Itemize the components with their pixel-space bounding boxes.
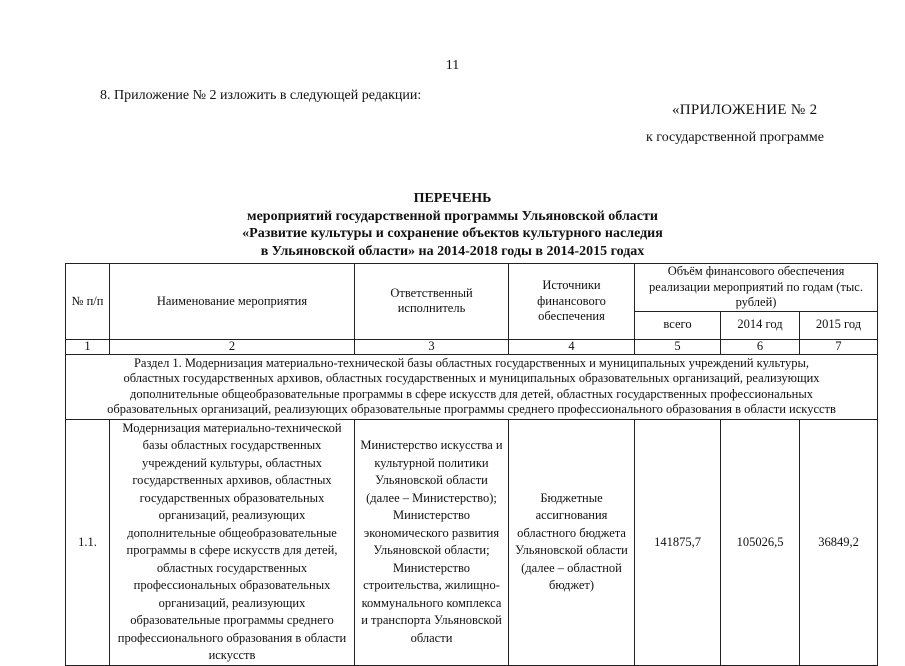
appendix-label: «ПРИЛОЖЕНИЕ № 2 (672, 102, 818, 118)
section-heading (66, 354, 878, 419)
header-name: Наименование мероприятия (110, 264, 355, 340)
header-total: всего (635, 311, 721, 339)
measure-name: Модернизация материально-технической базы областных государственных учреждений культуры, областных государственных архивов, областных государственных образовательных организаций, реализующих дополнительные общеобразовательные программы в сфере искусств для детей, областных государственных профессиональных образовательных организаций, реализующих образовательные программы среднего профессионального образования в области искусств (110, 419, 355, 665)
section-row (66, 354, 878, 419)
column-number: 5 (635, 339, 721, 354)
header-executor: Ответственный исполнитель (355, 264, 509, 340)
title-line-2: мероприятий государственной программы Ульяновской области (247, 208, 658, 224)
header-num: № п/п (66, 264, 110, 340)
page-number: 11 (445, 58, 460, 73)
table-header-row (66, 264, 878, 312)
section-line-3: дополнительные общеобразовательные программы в сфере искусств для детей, областных государственных профессиональных (129, 386, 814, 401)
header-volume: Объём финансового обеспечения реализации мероприятий по годам (тыс. рублей) (635, 264, 878, 312)
measures-table (65, 263, 878, 666)
section-line-4: образовательных организаций, реализующих образовательные программы среднего профессионального образования в области искусств (107, 402, 836, 417)
header-2015: 2015 год (800, 311, 878, 339)
column-number: 7 (800, 339, 878, 354)
responsible-executor: Министерство искусства и культурной политики Ульяновской области (далее – Министерство); Министерство экономического развития Ульяновской области; Министерство строительства, жилищно-коммунального комплекса и транспорта Ульяновской области (355, 419, 509, 665)
column-numbers-row (66, 339, 878, 354)
intro-text: 8. Приложение № 2 изложить в следующей редакции: (100, 88, 422, 103)
title-line-4: в Ульяновской области» на 2014-2018 годы в 2014-2015 годах (260, 243, 645, 259)
amount-2014: 105026,5 (721, 419, 800, 665)
header-2014: 2014 год (721, 311, 800, 339)
section-line-1: Раздел 1. Модернизация материально-технической базы областных государственных и муниципальных учреждений культуры, (133, 355, 810, 370)
section-line-2: областных государственных архивов, областных государственных и муниципальных образовательных организаций, реализующих (123, 371, 820, 386)
column-number: 6 (721, 339, 800, 354)
amount-2015: 36849,2 (800, 419, 878, 665)
document-title (0, 190, 905, 260)
title-line-3: «Развитие культуры и сохранение объектов культурного наследия (242, 226, 663, 241)
column-number: 3 (355, 339, 509, 354)
column-number: 2 (110, 339, 355, 354)
table-row (66, 419, 878, 665)
column-number: 4 (509, 339, 635, 354)
amount-total: 141875,7 (635, 419, 721, 665)
header-sources: Источники финансового обеспечения (509, 264, 635, 340)
column-number: 1 (66, 339, 110, 354)
appendix-subtitle: к государственной программе (646, 130, 824, 145)
funding-sources: Бюджетные ассигнования областного бюджета Ульяновской области (далее – областной бюджет) (509, 419, 635, 665)
title-line-1: ПЕРЕЧЕНЬ (413, 191, 492, 206)
row-number: 1.1. (66, 419, 110, 665)
